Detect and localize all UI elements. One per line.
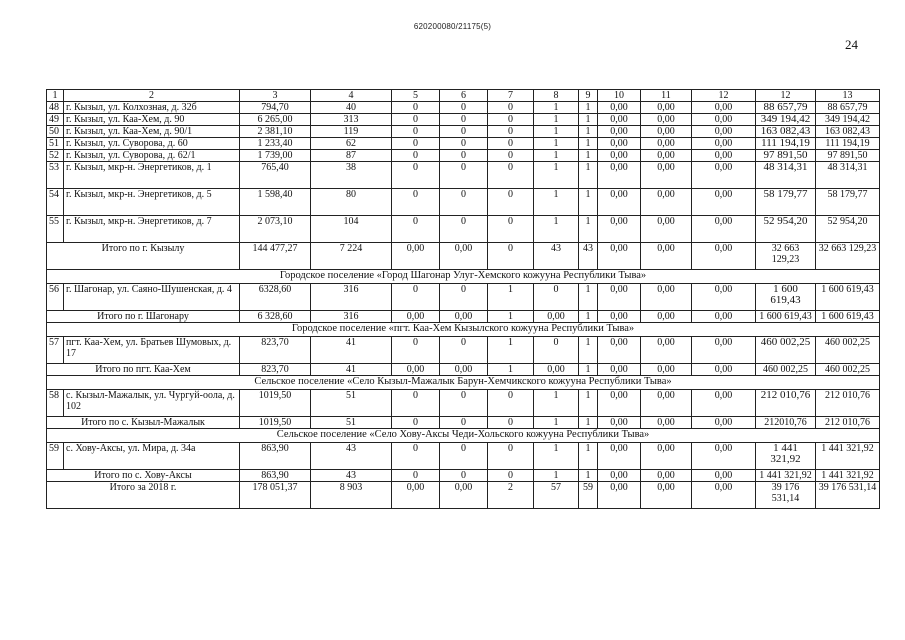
table-row xyxy=(47,126,880,138)
header-cell: 8 xyxy=(534,90,579,102)
table-cell: 460 002,25 xyxy=(816,337,880,364)
table-cell: 1 xyxy=(579,126,598,138)
table-cell: 0,00 xyxy=(692,102,756,114)
address-cell: пгт. Каа-Хем, ул. Братьев Шумовых, д. 17 xyxy=(64,337,240,364)
header-cell: 2 xyxy=(64,90,240,102)
table-cell: 0,00 xyxy=(692,126,756,138)
row-number: 58 xyxy=(47,390,64,417)
table-cell: 1 xyxy=(534,189,579,216)
table-cell: 0,00 xyxy=(598,443,641,470)
table-cell: 212 010,76 xyxy=(816,390,880,417)
table-row xyxy=(47,150,880,162)
table-cell: 1 xyxy=(534,216,579,243)
table-cell: 349 194,42 xyxy=(756,114,816,126)
data-table xyxy=(46,89,880,509)
table-cell: 41 xyxy=(311,364,392,376)
row-number: 52 xyxy=(47,150,64,162)
table-cell: 823,70 xyxy=(240,364,311,376)
table-cell: 0 xyxy=(392,284,440,311)
table-cell: 0 xyxy=(392,443,440,470)
table-cell: 0,00 xyxy=(598,216,641,243)
table-cell: 0 xyxy=(488,390,534,417)
table-cell: 1 xyxy=(579,284,598,311)
table-cell: 38 xyxy=(311,162,392,189)
table-cell: 0,00 xyxy=(692,243,756,270)
table-cell: 0,00 xyxy=(598,126,641,138)
table-cell: 0 xyxy=(440,337,488,364)
table-cell: 0,00 xyxy=(692,216,756,243)
table-cell: 52 954,20 xyxy=(816,216,880,243)
table-cell: 1 xyxy=(488,364,534,376)
table-cell: 1 xyxy=(579,114,598,126)
table-cell: 1 xyxy=(579,102,598,114)
table-cell: 0 xyxy=(440,150,488,162)
table-cell: 1 xyxy=(579,390,598,417)
table-cell: 0 xyxy=(392,138,440,150)
table-row xyxy=(47,114,880,126)
table-cell: 1 xyxy=(579,337,598,364)
table-cell: 43 xyxy=(534,243,579,270)
table-cell: 0 xyxy=(440,417,488,429)
table-cell: 43 xyxy=(311,470,392,482)
table-cell: 0,00 xyxy=(641,138,692,150)
table-cell: 1 441 321,92 xyxy=(756,443,816,470)
table-cell: 0 xyxy=(488,102,534,114)
table-cell: 1 xyxy=(579,216,598,243)
table-cell: 0,00 xyxy=(641,417,692,429)
table-cell: 1019,50 xyxy=(240,390,311,417)
table-row xyxy=(47,337,880,364)
table-header-row xyxy=(47,90,880,102)
table-cell: 1 xyxy=(579,470,598,482)
table-cell: 0 xyxy=(392,470,440,482)
table-cell: 1 xyxy=(534,138,579,150)
address-cell: г. Кызыл, ул. Каа-Хем, д. 90/1 xyxy=(64,126,240,138)
table-cell: 0 xyxy=(392,189,440,216)
table-cell: 316 xyxy=(311,311,392,323)
address-cell: г. Кызыл, ул. Суворова, д. 60 xyxy=(64,138,240,150)
table-cell: 0,00 xyxy=(440,364,488,376)
table-cell: 43 xyxy=(311,443,392,470)
table-cell: 0,00 xyxy=(440,482,488,509)
table-cell: 0,00 xyxy=(692,189,756,216)
table-cell: 212 010,76 xyxy=(756,390,816,417)
table-cell: 0 xyxy=(488,243,534,270)
table-cell: 0,00 xyxy=(598,337,641,364)
table-cell: 0,00 xyxy=(392,243,440,270)
table-cell: 39 176 531,14 xyxy=(756,482,816,509)
table-cell: 1 xyxy=(488,311,534,323)
table-cell: 51 xyxy=(311,417,392,429)
table-cell: 1 xyxy=(534,470,579,482)
table-cell: 0,00 xyxy=(598,114,641,126)
table-cell: 1019,50 xyxy=(240,417,311,429)
table-cell: 460 002,25 xyxy=(756,364,816,376)
document-id: 620200080/21175(5) xyxy=(413,22,492,31)
table-cell: 0,00 xyxy=(692,162,756,189)
table-cell: 0,00 xyxy=(641,443,692,470)
table-cell: 0,00 xyxy=(534,311,579,323)
table-cell: 0 xyxy=(488,189,534,216)
table-cell: 0,00 xyxy=(641,189,692,216)
section-row xyxy=(47,429,880,443)
table-cell: 1 598,40 xyxy=(240,189,311,216)
table-cell: 0,00 xyxy=(692,390,756,417)
table-cell: 163 082,43 xyxy=(756,126,816,138)
header-cell: 12 xyxy=(692,90,756,102)
table-cell: 80 xyxy=(311,189,392,216)
table-cell: 1 xyxy=(579,364,598,376)
table-row xyxy=(47,390,880,417)
table-cell: 2 381,10 xyxy=(240,126,311,138)
table-row xyxy=(47,216,880,243)
table-cell: 52 954,20 xyxy=(756,216,816,243)
table-cell: 1 441 321,92 xyxy=(756,470,816,482)
row-number: 48 xyxy=(47,102,64,114)
header-cell: 7 xyxy=(488,90,534,102)
table-cell: 0,00 xyxy=(692,284,756,311)
table-cell: 0,00 xyxy=(598,364,641,376)
table-cell: 794,70 xyxy=(240,102,311,114)
table-cell: 1 xyxy=(579,417,598,429)
table-cell: 0,00 xyxy=(598,102,641,114)
table-cell: 62 xyxy=(311,138,392,150)
table-cell: 111 194,19 xyxy=(756,138,816,150)
table-cell: 1 441 321,92 xyxy=(816,443,880,470)
table-cell: 6 328,60 xyxy=(240,311,311,323)
table-cell: 58 179,77 xyxy=(816,189,880,216)
table-cell: 0 xyxy=(440,114,488,126)
table-cell: 1 xyxy=(579,189,598,216)
table-cell: 1 xyxy=(579,162,598,189)
row-number: 50 xyxy=(47,126,64,138)
table-cell: 0,00 xyxy=(641,102,692,114)
table-cell: 0 xyxy=(440,189,488,216)
table-cell: 0,00 xyxy=(641,216,692,243)
section-title: Сельское поселение «Село Хову-Аксы Чеди-Хольского кожууна Республики Тыва» xyxy=(47,429,880,443)
table-cell: 0,00 xyxy=(534,364,579,376)
table-cell: 1 xyxy=(534,102,579,114)
table-cell: 212 010,76 xyxy=(816,417,880,429)
table-cell: 0,00 xyxy=(641,150,692,162)
table-cell: 863,90 xyxy=(240,470,311,482)
row-number: 55 xyxy=(47,216,64,243)
table-cell: 0,00 xyxy=(598,311,641,323)
table-cell: 1 xyxy=(579,138,598,150)
table-cell: 0,00 xyxy=(641,126,692,138)
table-cell: 0 xyxy=(534,284,579,311)
total-row xyxy=(47,311,880,323)
table-cell: 0 xyxy=(440,443,488,470)
table-cell: 88 657,79 xyxy=(756,102,816,114)
table-cell: 48 314,31 xyxy=(756,162,816,189)
table-cell: 0 xyxy=(392,102,440,114)
table-cell: 0,00 xyxy=(598,138,641,150)
table-cell: 0 xyxy=(488,126,534,138)
table-cell: 0,00 xyxy=(692,311,756,323)
table-cell: 0 xyxy=(440,126,488,138)
table-cell: 88 657,79 xyxy=(816,102,880,114)
section-row xyxy=(47,376,880,390)
header-cell: 3 xyxy=(240,90,311,102)
table-cell: 863,90 xyxy=(240,443,311,470)
table-cell: 0 xyxy=(534,337,579,364)
table-cell: 43 xyxy=(579,243,598,270)
header-cell: 11 xyxy=(641,90,692,102)
table-cell: 0,00 xyxy=(641,337,692,364)
table-cell: 0,00 xyxy=(692,443,756,470)
table-cell: 0 xyxy=(440,102,488,114)
header-cell: 5 xyxy=(392,90,440,102)
header-cell: 4 xyxy=(311,90,392,102)
header-cell: 9 xyxy=(579,90,598,102)
address-cell: г. Кызыл, ул. Колхозная, д. 32б xyxy=(64,102,240,114)
row-number: 49 xyxy=(47,114,64,126)
table-cell: 1 xyxy=(534,162,579,189)
table-cell: 0 xyxy=(488,162,534,189)
table-cell: 0 xyxy=(488,216,534,243)
row-number: 56 xyxy=(47,284,64,311)
table-cell: 0,00 xyxy=(440,311,488,323)
total-row xyxy=(47,470,880,482)
table-cell: 1 739,00 xyxy=(240,150,311,162)
table-cell: 58 179,77 xyxy=(756,189,816,216)
table-cell: 1 xyxy=(534,126,579,138)
table-cell: 6328,60 xyxy=(240,284,311,311)
table-cell: 0,00 xyxy=(392,364,440,376)
table-cell: 32 663 129,23 xyxy=(756,243,816,270)
table-cell: 0,00 xyxy=(641,311,692,323)
address-cell: г. Кызыл, мкр-н. Энергетиков, д. 7 xyxy=(64,216,240,243)
table-cell: 57 xyxy=(534,482,579,509)
address-cell: г. Кызыл, ул. Суворова, д. 62/1 xyxy=(64,150,240,162)
table-cell: 0 xyxy=(392,216,440,243)
address-cell: с. Кызыл-Мажалык, ул. Чургуй-оола, д. 102 xyxy=(64,390,240,417)
table-row xyxy=(47,284,880,311)
total-row xyxy=(47,243,880,270)
table-cell: 0,00 xyxy=(598,189,641,216)
table-cell: 87 xyxy=(311,150,392,162)
table-cell: 1 xyxy=(534,417,579,429)
address-cell: г. Кызыл, ул. Каа-Хем, д. 90 xyxy=(64,114,240,126)
table-cell: 0,00 xyxy=(598,150,641,162)
section-row xyxy=(47,270,880,284)
table-cell: 2 xyxy=(488,482,534,509)
total-label: Итого по г. Шагонару xyxy=(47,311,240,323)
row-number: 57 xyxy=(47,337,64,364)
table-cell: 0,00 xyxy=(598,482,641,509)
table-cell: 765,40 xyxy=(240,162,311,189)
table-cell: 0 xyxy=(392,114,440,126)
table-cell: 0,00 xyxy=(692,150,756,162)
header-cell: 10 xyxy=(598,90,641,102)
table-cell: 6 265,00 xyxy=(240,114,311,126)
table-cell: 163 082,43 xyxy=(816,126,880,138)
total-row xyxy=(47,364,880,376)
table-cell: 0,00 xyxy=(692,114,756,126)
address-cell: г. Кызыл, мкр-н. Энергетиков, д. 5 xyxy=(64,189,240,216)
table-cell: 0,00 xyxy=(598,243,641,270)
table-cell: 1 xyxy=(579,443,598,470)
section-title: Сельское поселение «Село Кызыл-Мажалык Барун-Хемчикского кожууна Республики Тыва» xyxy=(47,376,880,390)
table-cell: 111 194,19 xyxy=(816,138,880,150)
row-number: 53 xyxy=(47,162,64,189)
table-cell: 104 xyxy=(311,216,392,243)
table-cell: 40 xyxy=(311,102,392,114)
table-row xyxy=(47,102,880,114)
total-row xyxy=(47,417,880,429)
row-number: 54 xyxy=(47,189,64,216)
table-cell: 0 xyxy=(488,417,534,429)
table-cell: 0,00 xyxy=(598,390,641,417)
row-number: 59 xyxy=(47,443,64,470)
table-cell: 119 xyxy=(311,126,392,138)
header-cell: 6 xyxy=(440,90,488,102)
table-row xyxy=(47,138,880,150)
table-cell: 0,00 xyxy=(641,284,692,311)
total-row xyxy=(47,482,880,509)
table-cell: 51 xyxy=(311,390,392,417)
table-cell: 0 xyxy=(392,126,440,138)
table-cell: 39 176 531,14 xyxy=(816,482,880,509)
table-cell: 0,00 xyxy=(641,364,692,376)
table-cell: 0,00 xyxy=(692,482,756,509)
table-cell: 1 xyxy=(534,443,579,470)
table-cell: 0,00 xyxy=(392,311,440,323)
total-label: Итого за 2018 г. xyxy=(47,482,240,509)
table-cell: 0,00 xyxy=(692,364,756,376)
table-cell: 59 xyxy=(579,482,598,509)
table-cell: 1 441 321,92 xyxy=(816,470,880,482)
table-cell: 1 600 619,43 xyxy=(756,311,816,323)
table-cell: 48 314,31 xyxy=(816,162,880,189)
table-cell: 0 xyxy=(488,114,534,126)
header-cell: 13 xyxy=(816,90,880,102)
table-cell: 0,00 xyxy=(692,138,756,150)
section-row xyxy=(47,323,880,337)
table-cell: 0,00 xyxy=(598,162,641,189)
table-cell: 1 xyxy=(534,114,579,126)
table-cell: 8 903 xyxy=(311,482,392,509)
table-cell: 1 600 619,43 xyxy=(816,284,880,311)
table-cell: 0 xyxy=(392,337,440,364)
table-cell: 0,00 xyxy=(692,470,756,482)
header-cell: 1 xyxy=(47,90,64,102)
table-cell: 2 073,10 xyxy=(240,216,311,243)
table-row xyxy=(47,162,880,189)
page-number: 24 xyxy=(845,37,858,52)
table-row xyxy=(47,443,880,470)
table-cell: 0 xyxy=(440,470,488,482)
table-cell: 1 600 619,43 xyxy=(756,284,816,311)
table-cell: 97 891,50 xyxy=(816,150,880,162)
table-cell: 144 477,27 xyxy=(240,243,311,270)
table-cell: 0,00 xyxy=(598,284,641,311)
table-cell: 460 002,25 xyxy=(756,337,816,364)
table-cell: 1 xyxy=(579,311,598,323)
table-cell: 41 xyxy=(311,337,392,364)
table-cell: 97 891,50 xyxy=(756,150,816,162)
address-cell: с. Хову-Аксы, ул. Мира, д. 34а xyxy=(64,443,240,470)
table-cell: 0 xyxy=(392,417,440,429)
table-cell: 0,00 xyxy=(692,417,756,429)
table-cell: 316 xyxy=(311,284,392,311)
table-cell: 0 xyxy=(440,390,488,417)
table-cell: 1 xyxy=(579,150,598,162)
table-cell: 1 xyxy=(488,284,534,311)
table-cell: 0,00 xyxy=(641,470,692,482)
table-cell: 0 xyxy=(440,284,488,311)
table-cell: 7 224 xyxy=(311,243,392,270)
table-cell: 1 xyxy=(488,337,534,364)
table-cell: 0,00 xyxy=(641,114,692,126)
table-cell: 823,70 xyxy=(240,337,311,364)
table-cell: 0 xyxy=(440,138,488,150)
table-cell: 1 xyxy=(534,150,579,162)
table-cell: 0,00 xyxy=(641,162,692,189)
total-label: Итого по пгт. Каа-Хем xyxy=(47,364,240,376)
table-cell: 0 xyxy=(392,390,440,417)
section-title: Городское поселение «Город Шагонар Улуг-Хемского кожууна Республики Тыва» xyxy=(47,270,880,284)
table-cell: 313 xyxy=(311,114,392,126)
table-cell: 0 xyxy=(488,470,534,482)
table-cell: 0,00 xyxy=(598,470,641,482)
table-cell: 0,00 xyxy=(641,390,692,417)
row-number: 51 xyxy=(47,138,64,150)
total-label: Итого по с. Кызыл-Мажалык xyxy=(47,417,240,429)
table-cell: 0 xyxy=(392,162,440,189)
table-cell: 460 002,25 xyxy=(816,364,880,376)
table-cell: 0,00 xyxy=(440,243,488,270)
table-cell: 0 xyxy=(488,443,534,470)
table-cell: 1 xyxy=(534,390,579,417)
table-cell: 0 xyxy=(440,216,488,243)
address-cell: г. Шагонар, ул. Саяно-Шушенская, д. 4 xyxy=(64,284,240,311)
table-cell: 212010,76 xyxy=(756,417,816,429)
table-cell: 0 xyxy=(488,138,534,150)
table-cell: 0,00 xyxy=(692,337,756,364)
table-cell: 349 194,42 xyxy=(816,114,880,126)
header-cell: 12 xyxy=(756,90,816,102)
total-label: Итого по с. Хову-Аксы xyxy=(47,470,240,482)
table-cell: 0,00 xyxy=(598,417,641,429)
section-title: Городское поселение «пгт. Каа-Хем Кызылского кожууна Республики Тыва» xyxy=(47,323,880,337)
table-cell: 1 233,40 xyxy=(240,138,311,150)
table-cell: 0 xyxy=(488,150,534,162)
table-cell: 0,00 xyxy=(641,243,692,270)
table-cell: 0,00 xyxy=(392,482,440,509)
table-cell: 1 600 619,43 xyxy=(816,311,880,323)
table-cell: 0 xyxy=(392,150,440,162)
address-cell: г. Кызыл, мкр-н. Энергетиков, д. 1 xyxy=(64,162,240,189)
table-cell: 0,00 xyxy=(641,482,692,509)
table-cell: 32 663 129,23 xyxy=(816,243,880,270)
total-label: Итого по г. Кызылу xyxy=(47,243,240,270)
table-cell: 0 xyxy=(440,162,488,189)
table-row xyxy=(47,189,880,216)
table-cell: 178 051,37 xyxy=(240,482,311,509)
